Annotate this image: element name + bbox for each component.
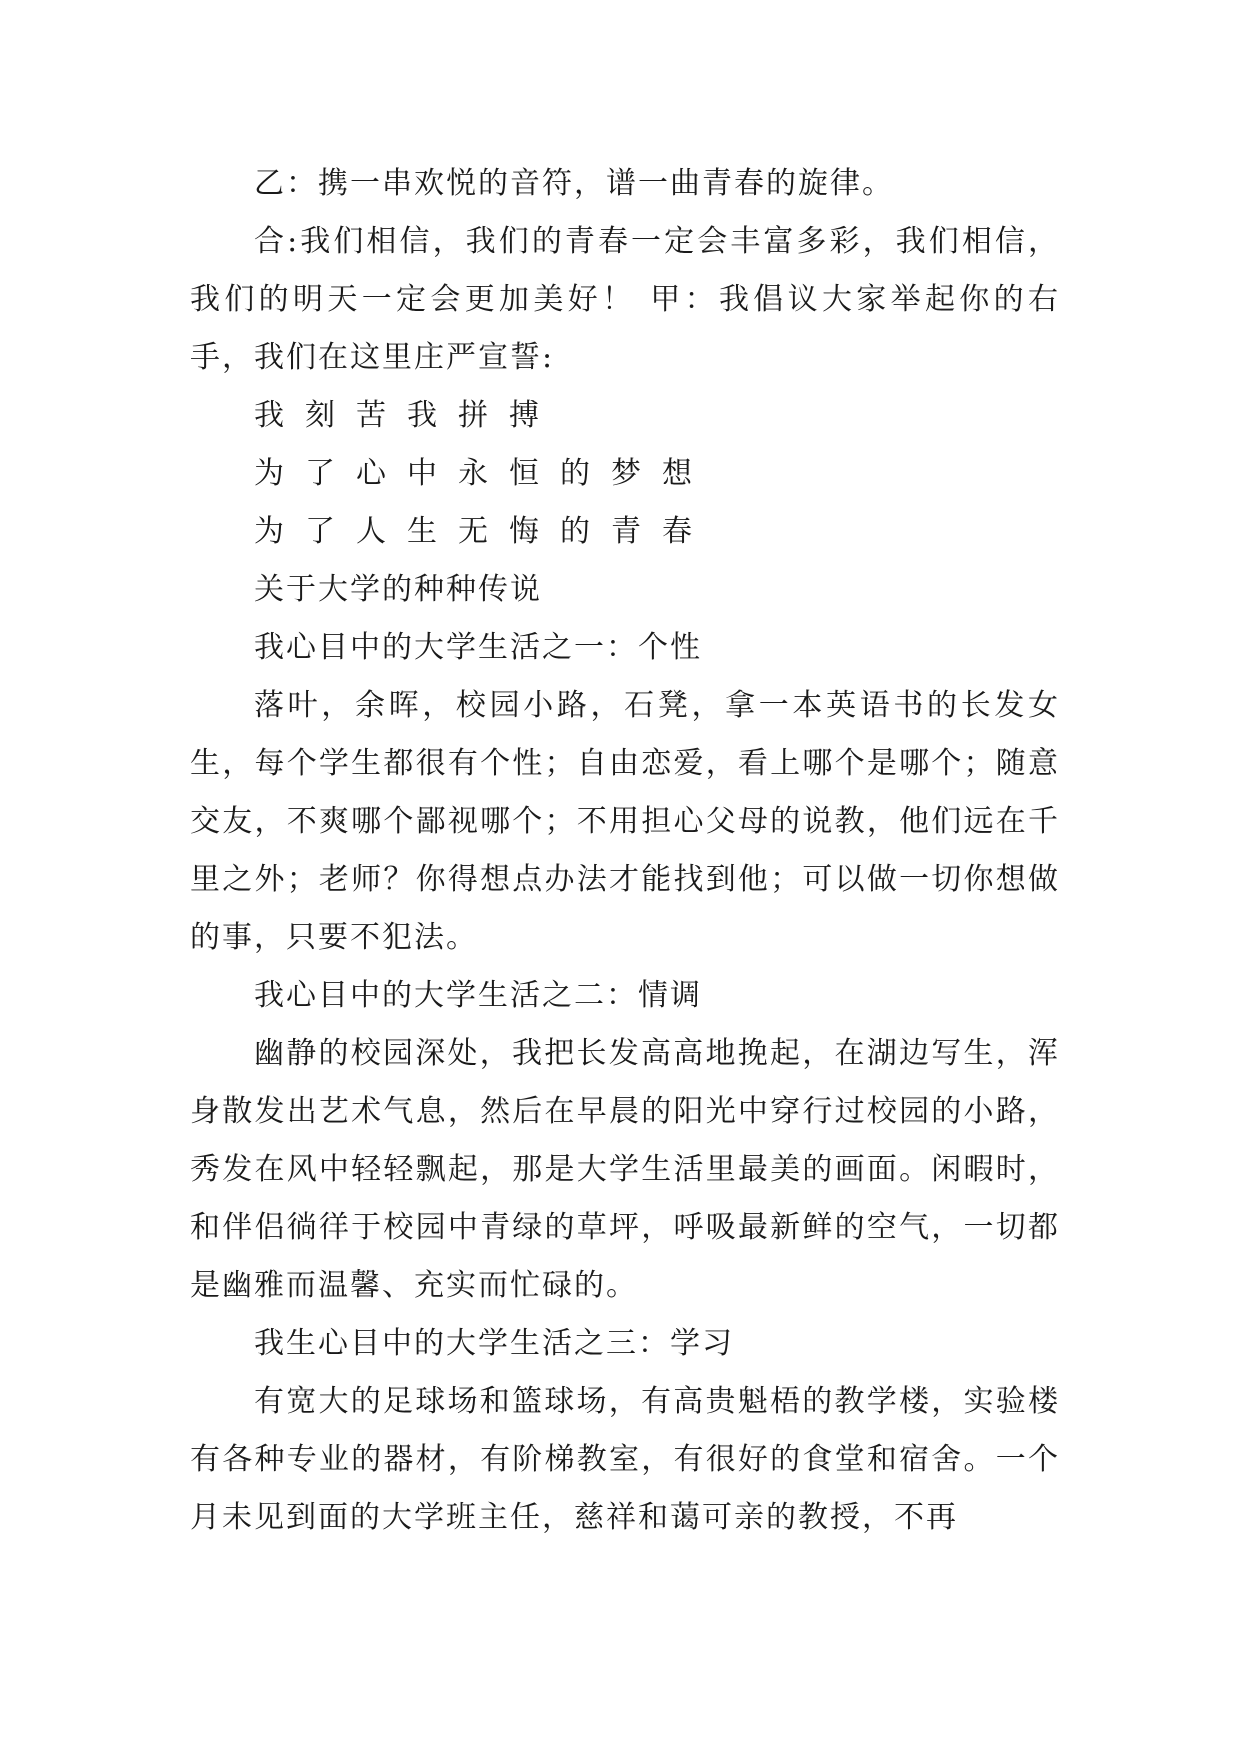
dialogue-line-he: 合:我们相信，我们的青春一定会丰富多彩，我们相信，我们的明天一定会更加美好！ 甲：我倡议大家举起你的右手，我们在这里庄严宣誓: <box>190 224 1060 375</box>
document-body <box>190 155 1060 1547</box>
subheading-sentiment: 我心目中的大学生活之二：情调 <box>254 978 702 1013</box>
paragraph-study: 有宽大的足球场和篮球场，有高贵魁梧的教学楼，实验楼有各种专业的器材，有阶梯教室，有很好的食堂和宿舍。一个月未见到面的大学班主任，慈祥和蔼可亲的教授，不再 <box>190 1384 1060 1535</box>
paragraph-sentiment: 幽静的校园深处，我把长发高高地挽起，在湖边写生，浑身散发出艺术气息，然后在早晨的阳光中穿行过校园的小路，秀发在风中轻轻飘起，那是大学生活里最美的画面。闲暇时，和伴侣徜徉于校园中青绿的草坪，呼吸最新鲜的空气，一切都是幽雅而温馨、充实而忙碌的。 <box>190 1036 1060 1303</box>
oath-line-1: 我刻苦我拼搏 <box>254 398 560 433</box>
subheading-personality: 我心目中的大学生活之一：个性 <box>254 630 702 665</box>
paragraph-personality: 落叶，余晖，校园小路，石凳，拿一本英语书的长发女生，每个学生都很有个性；自由恋爱，看上哪个是哪个；随意交友，不爽哪个鄙视哪个；不用担心父母的说教，他们远在千里之外；老师？你得想点办法才能找到他；可以做一切你想做的事，只要不犯法。 <box>190 688 1060 955</box>
section-heading: 关于大学的种种传说 <box>254 572 542 607</box>
subheading-study: 我生心目中的大学生活之三：学习 <box>254 1326 734 1361</box>
dialogue-line-yi: 乙：携一串欢悦的音符，谱一曲青春的旋律。 <box>254 166 894 201</box>
oath-line-2: 为了心中永恒的梦想 <box>254 456 713 491</box>
oath-line-3: 为了人生无悔的青春 <box>254 514 713 549</box>
